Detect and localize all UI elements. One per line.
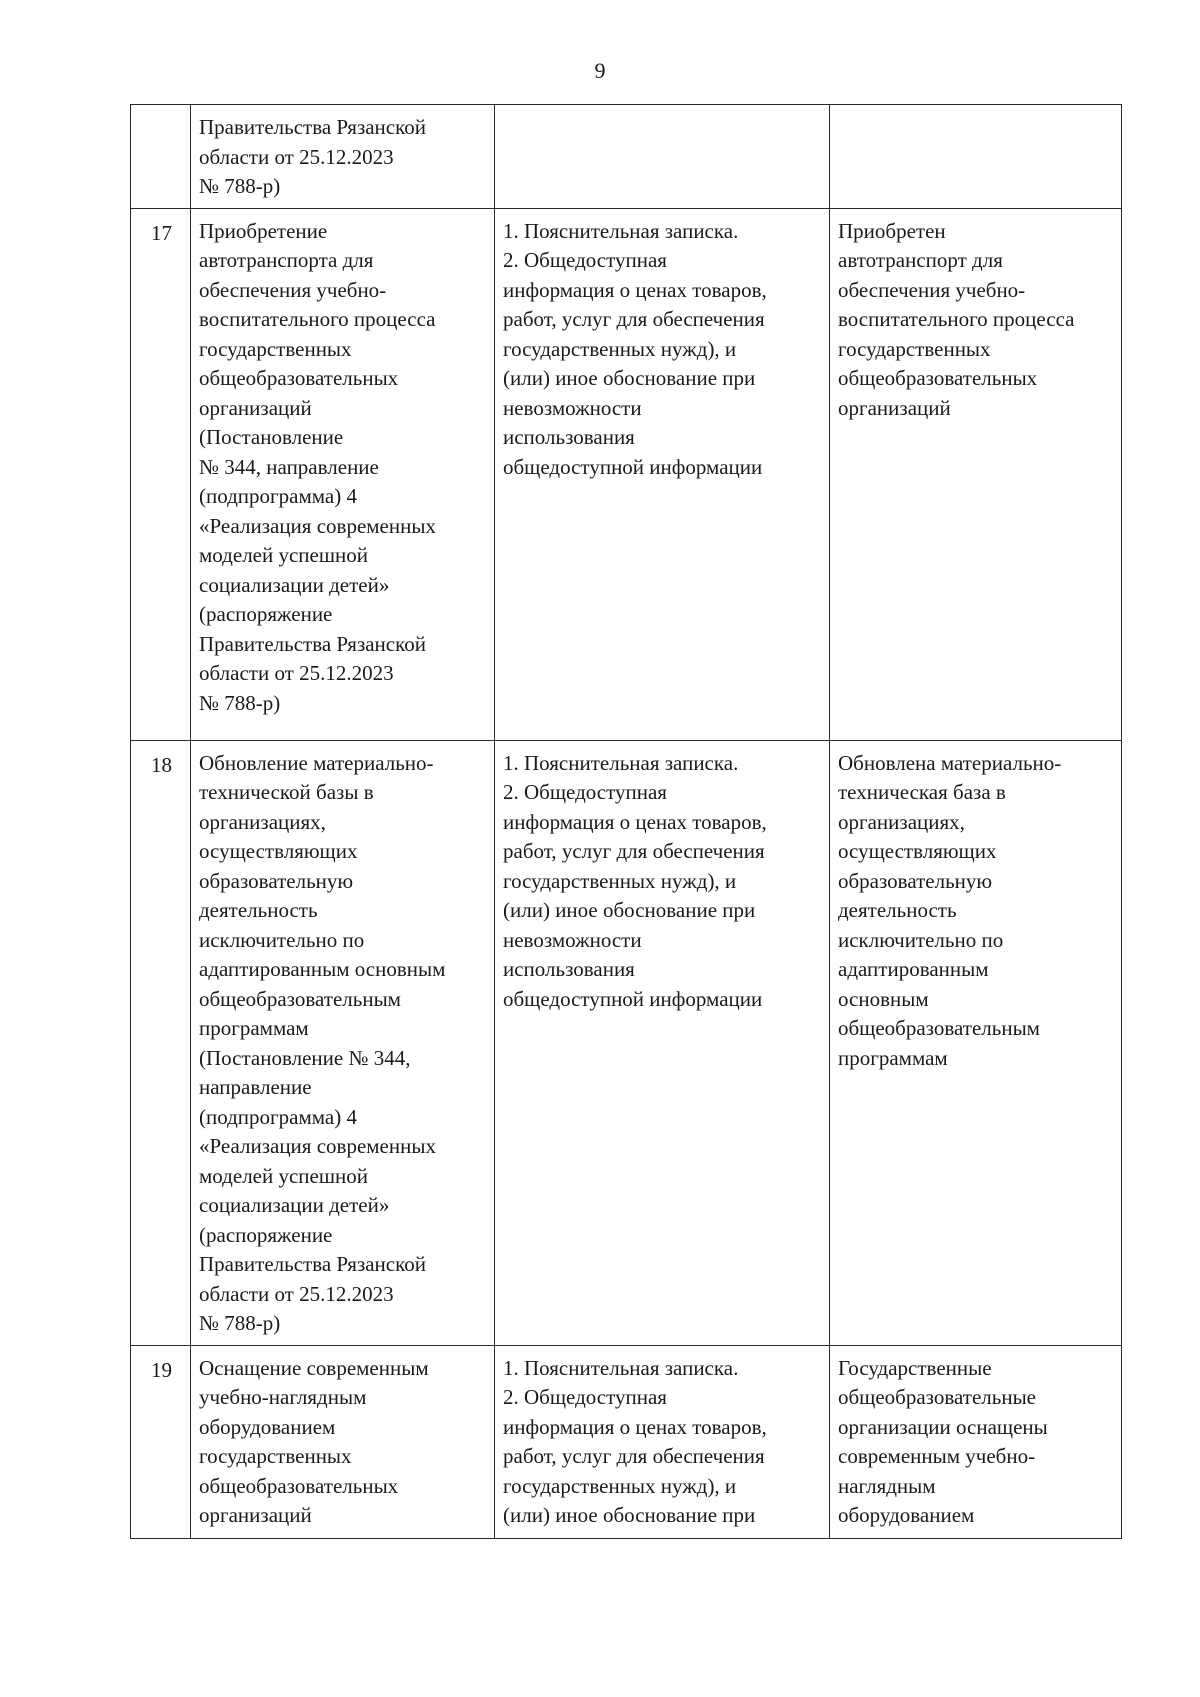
text-line: 2. Общедоступная — [503, 248, 667, 272]
text-line: использования — [503, 957, 635, 981]
document-table — [130, 104, 1122, 1539]
text-line: автотранспорт для — [838, 248, 1003, 272]
text-line: воспитательного процесса — [838, 307, 1075, 331]
text-line: Правительства Рязанской — [199, 631, 426, 656]
text-line: области от 25.12.2023 — [199, 144, 394, 169]
row-number-cell — [131, 1345, 191, 1538]
text-line: (или) иное обоснование при — [503, 366, 756, 390]
activity-cell — [191, 208, 495, 740]
text-line: общеобразовательным — [199, 986, 401, 1011]
text-line: 1. Пояснительная записка. — [503, 750, 739, 775]
page-number: 9 — [594, 58, 606, 83]
text-line: № 344, направление — [199, 454, 379, 479]
text-line: области от 25.12.2023 — [199, 1281, 394, 1306]
result-cell — [830, 105, 1122, 209]
text-line: обеспечения учебно- — [838, 277, 1026, 302]
table-row — [131, 1345, 1122, 1538]
text-line: организации оснащены — [838, 1414, 1048, 1439]
text-line: № 788-р) — [199, 174, 281, 198]
text-line: оборудованием — [838, 1503, 975, 1527]
result-cell — [830, 740, 1122, 1345]
text-line: деятельность — [838, 898, 957, 922]
text-line: исключительно по — [838, 927, 1004, 952]
text-line: Правительства Рязанской — [199, 1252, 426, 1276]
text-line: (распоряжение — [199, 1222, 333, 1247]
row-number-cell — [131, 105, 191, 209]
text-line: общеобразовательные — [838, 1385, 1036, 1409]
text-line: 2. Общедоступная — [503, 1385, 667, 1409]
text-line: организаций — [838, 395, 951, 420]
text-line: современным учебно- — [838, 1444, 1036, 1468]
text-line: воспитательного процесса — [199, 307, 436, 331]
text-line: государственных — [838, 336, 991, 361]
text-line: работ, услуг для обеспечения — [503, 1444, 765, 1468]
text-line: автотранспорта для — [199, 248, 374, 272]
row-number: 18 — [151, 752, 172, 777]
text-line: направление — [199, 1075, 312, 1099]
text-line: исключительно по — [199, 927, 365, 952]
text-line: осуществляющих — [838, 839, 997, 863]
text-line: Оснащение современным — [199, 1355, 429, 1380]
text-line: (или) иное обоснование при — [503, 1503, 756, 1527]
text-line: № 788-р) — [199, 1311, 281, 1335]
text-line: социализации детей» — [199, 572, 390, 597]
text-line: информация о ценах товаров, — [503, 809, 767, 834]
justification-cell — [495, 105, 830, 209]
text-line: государственных нужд), и — [503, 868, 737, 893]
text-line: № 788-р) — [199, 690, 281, 715]
text-line: программам — [838, 1045, 948, 1070]
text-line: Обновление материально- — [199, 750, 434, 775]
text-line: учебно-наглядным — [199, 1385, 367, 1409]
text-line: деятельность — [199, 898, 318, 922]
text-line: (подпрограмма) 4 — [199, 484, 357, 508]
text-line: информация о ценах товаров, — [503, 1414, 767, 1439]
text-line: адаптированным — [838, 957, 989, 981]
text-line: 1. Пояснительная записка. — [503, 1355, 739, 1380]
text-line: Правительства Рязанской — [199, 115, 426, 139]
text-line: организаций — [199, 395, 312, 420]
row-number-cell — [131, 740, 191, 1345]
table-row — [131, 740, 1122, 1345]
text-line: (подпрограмма) 4 — [199, 1104, 357, 1129]
text-line: организациях, — [199, 809, 326, 834]
text-line: государственных нужд), и — [503, 1473, 737, 1498]
text-line: общедоступной информации — [503, 454, 763, 479]
text-line: работ, услуг для обеспечения — [503, 307, 765, 331]
text-line: Приобретен — [838, 218, 946, 243]
text-line: 2. Общедоступная — [503, 780, 667, 804]
text-line: техническая база в — [838, 780, 1006, 804]
text-line: общеобразовательных — [199, 1473, 399, 1498]
text-line: моделей успешной — [199, 1163, 369, 1188]
text-line: общеобразовательным — [838, 1016, 1040, 1040]
text-line: государственных нужд), и — [503, 336, 737, 361]
text-line: информация о ценах товаров, — [503, 277, 767, 302]
justification-cell — [495, 740, 830, 1345]
text-line: (распоряжение — [199, 602, 333, 626]
text-line: технической базы в — [199, 780, 374, 804]
row-number-cell — [131, 208, 191, 740]
justification-cell — [495, 208, 830, 740]
text-line: использования — [503, 425, 635, 449]
justification-cell — [495, 1345, 830, 1538]
text-line: организациях, — [838, 809, 965, 834]
text-line: «Реализация современных — [199, 513, 436, 538]
result-cell — [830, 208, 1122, 740]
text-line: невозможности — [503, 395, 642, 420]
row-number: 17 — [151, 220, 172, 245]
text-line: основным — [838, 986, 929, 1011]
activity-cell — [191, 105, 495, 209]
activity-cell — [191, 1345, 495, 1538]
text-line: организаций — [199, 1503, 312, 1527]
text-line: невозможности — [503, 927, 642, 952]
text-line: работ, услуг для обеспечения — [503, 839, 765, 863]
text-line: наглядным — [838, 1473, 936, 1498]
text-line: адаптированным основным — [199, 957, 446, 981]
text-line: (Постановление — [199, 425, 344, 449]
text-line: Государственные — [838, 1355, 992, 1380]
text-line: (или) иное обоснование при — [503, 898, 756, 922]
text-line: Обновлена материально- — [838, 750, 1062, 775]
row-number: 19 — [151, 1357, 172, 1382]
text-line: осуществляющих — [199, 839, 358, 863]
table-row — [131, 208, 1122, 740]
text-line: (Постановление № 344, — [199, 1045, 411, 1070]
text-line: государственных — [199, 1444, 352, 1468]
text-line: государственных — [199, 336, 352, 361]
text-line: общеобразовательных — [199, 366, 399, 390]
table-row — [131, 105, 1122, 209]
result-cell — [830, 1345, 1122, 1538]
text-line: «Реализация современных — [199, 1134, 436, 1158]
text-line: общеобразовательных — [838, 366, 1038, 390]
text-line: программам — [199, 1016, 309, 1040]
text-line: Приобретение — [199, 218, 328, 243]
text-line: области от 25.12.2023 — [199, 661, 394, 685]
activity-cell — [191, 740, 495, 1345]
text-line: обеспечения учебно- — [199, 277, 387, 302]
text-line: общедоступной информации — [503, 986, 763, 1011]
text-line: оборудованием — [199, 1414, 336, 1439]
text-line: социализации детей» — [199, 1193, 390, 1217]
text-line: моделей успешной — [199, 543, 369, 567]
text-line: образовательную — [838, 868, 993, 893]
text-line: образовательную — [199, 868, 354, 893]
text-line: 1. Пояснительная записка. — [503, 218, 739, 243]
